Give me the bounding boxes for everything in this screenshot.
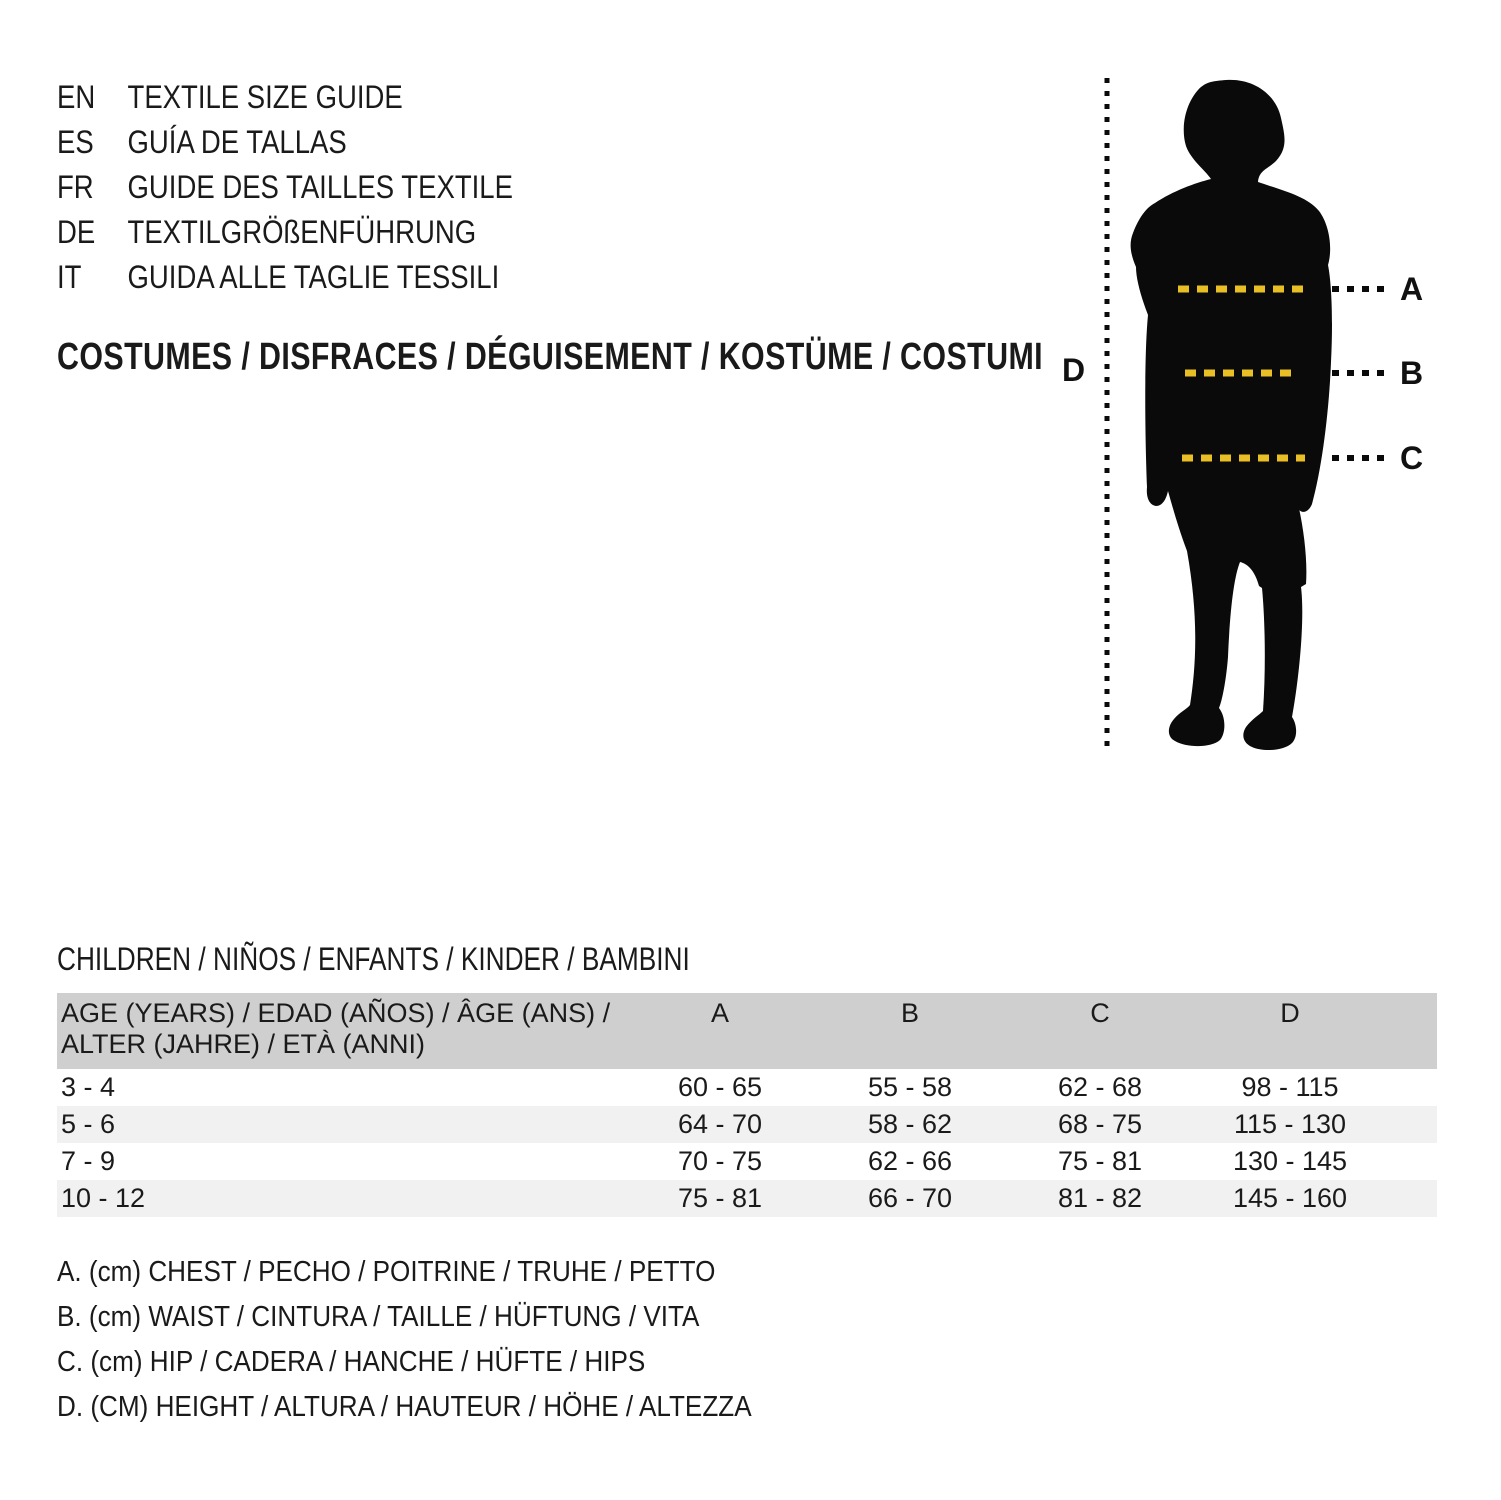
- measurement-diagram: [1060, 58, 1460, 758]
- language-code: FR: [57, 169, 94, 205]
- legend-line-hip: C. (cm) HIP / CADERA / HANCHE / HÜFTE / HIPS: [57, 1346, 646, 1378]
- age-column-header: [57, 993, 625, 1069]
- age-cell: 10 - 12: [61, 1183, 146, 1213]
- language-row-it: [57, 255, 513, 300]
- hip-cell: 62 - 68: [1057, 1072, 1143, 1102]
- table-row: [57, 1180, 1437, 1217]
- guide-title-en: TEXTILE SIZE GUIDE: [127, 79, 403, 115]
- chest-cell: 64 - 70: [677, 1109, 763, 1139]
- hip-cell: 68 - 75: [1057, 1109, 1143, 1139]
- height-cell: 98 - 115: [1241, 1072, 1339, 1102]
- waist-cell: 58 - 62: [867, 1109, 953, 1139]
- guide-title-fr: GUIDE DES TAILLES TEXTILE: [127, 169, 513, 205]
- row-filler: [1385, 1143, 1437, 1180]
- language-row-en: [57, 75, 513, 120]
- table-row: [57, 1143, 1437, 1180]
- language-code: DE: [57, 214, 96, 250]
- language-row-es: [57, 120, 513, 165]
- age-header-line2: ALTER (JAHRE) / ETÀ (ANNI): [61, 1029, 426, 1059]
- chest-cell: 75 - 81: [677, 1183, 763, 1213]
- column-header-a: A: [625, 993, 815, 1069]
- child-silhouette-figure: [1131, 80, 1332, 750]
- hip-cell: 75 - 81: [1057, 1146, 1143, 1176]
- height-cell: 130 - 145: [1232, 1146, 1348, 1176]
- children-size-table: [57, 993, 1437, 1217]
- language-row-fr: [57, 165, 513, 210]
- age-cell: 5 - 6: [61, 1109, 116, 1139]
- age-cell: 3 - 4: [61, 1072, 116, 1102]
- column-header-b: B: [815, 993, 1005, 1069]
- measurement-legend: [57, 1250, 829, 1430]
- height-cell: 145 - 160: [1232, 1183, 1348, 1213]
- size-table-header-row: [57, 993, 1437, 1069]
- category-line: COSTUMES / DISFRACES / DÉGUISEMENT / KOSTÜME / COSTUMI: [57, 336, 1044, 378]
- waist-cell: 66 - 70: [867, 1183, 953, 1213]
- language-code: EN: [57, 79, 96, 115]
- row-filler: [1385, 1180, 1437, 1217]
- language-row-de: [57, 210, 513, 255]
- children-section-title: CHILDREN / NIÑOS / ENFANTS / KINDER / BAMBINI: [57, 941, 690, 977]
- row-filler: [1385, 1069, 1437, 1106]
- waist-cell: 55 - 58: [867, 1072, 953, 1102]
- hip-cell: 81 - 82: [1057, 1183, 1143, 1213]
- language-code: ES: [57, 124, 94, 160]
- language-title-list: [57, 75, 587, 300]
- age-cell: 7 - 9: [61, 1146, 116, 1176]
- chest-cell: 70 - 75: [677, 1146, 763, 1176]
- diagram-label-c: C: [1400, 440, 1424, 476]
- diagram-label-d: D: [1062, 352, 1086, 388]
- table-row: [57, 1106, 1437, 1143]
- height-cell: 115 - 130: [1233, 1109, 1347, 1139]
- chest-cell: 60 - 65: [677, 1072, 763, 1102]
- diagram-label-a: A: [1400, 271, 1424, 307]
- table-row: [57, 1069, 1437, 1106]
- legend-line-waist: B. (cm) WAIST / CINTURA / TAILLE / HÜFTUNG / VITA: [57, 1301, 700, 1333]
- guide-title-es: GUÍA DE TALLAS: [127, 124, 347, 160]
- guide-title-it: GUIDA ALLE TAGLIE TESSILI: [127, 259, 500, 295]
- legend-line-chest: A. (cm) CHEST / PECHO / POITRINE / TRUHE / PETTO: [57, 1256, 716, 1288]
- row-filler: [1385, 1106, 1437, 1143]
- guide-title-de: TEXTILGRÖßENFÜHRUNG: [127, 214, 477, 250]
- waist-cell: 62 - 66: [867, 1146, 953, 1176]
- diagram-label-b: B: [1400, 355, 1424, 391]
- column-header-c: C: [1005, 993, 1195, 1069]
- age-header-line1: AGE (YEARS) / EDAD (AÑOS) / ÂGE (ANS) /: [61, 998, 611, 1028]
- language-code: IT: [57, 259, 82, 295]
- header-filler: [1385, 993, 1437, 1069]
- column-header-d: D: [1195, 993, 1385, 1069]
- legend-line-height: D. (CM) HEIGHT / ALTURA / HAUTEUR / HÖHE / ALTEZZA: [57, 1391, 752, 1423]
